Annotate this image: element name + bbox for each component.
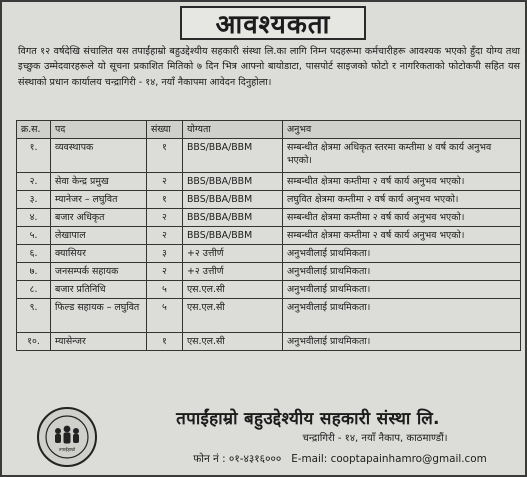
row-qualification: एस.एल.सी	[183, 299, 283, 333]
row-sn: ३.	[17, 191, 51, 209]
table-row	[17, 299, 521, 333]
header-qualification: योग्यता	[183, 121, 283, 139]
row-count: २	[147, 173, 183, 191]
header-post: पद	[51, 121, 147, 139]
row-experience: सम्बन्धीत क्षेत्रमा कम्तीमा २ वर्ष कार्य अनुभव भएको।	[283, 209, 521, 227]
phone-number: फोन नं : ०१-४३१६०००	[193, 453, 282, 465]
row-count: १	[147, 191, 183, 209]
header-experience: अनुभव	[283, 121, 521, 139]
row-qualification: BBS/BBA/BBM	[183, 227, 283, 245]
row-experience: अनुभवीलाई प्राथमिकता।	[283, 299, 521, 333]
row-count: २	[147, 227, 183, 245]
row-count: १	[147, 139, 183, 173]
row-experience: अनुभवीलाई प्राथमिकता।	[283, 333, 521, 351]
table-row	[17, 209, 521, 227]
row-qualification: +२ उत्तीर्ण	[183, 245, 283, 263]
row-post: सेवा केन्द्र प्रमुख	[51, 173, 147, 191]
row-post: जनसम्पर्क सहायक	[51, 263, 147, 281]
row-count: १	[147, 333, 183, 351]
table-row	[17, 227, 521, 245]
table-row	[17, 191, 521, 209]
row-count: ५	[147, 299, 183, 333]
row-experience: अनुभवीलाई प्राथमिकता।	[283, 245, 521, 263]
row-sn: ७.	[17, 263, 51, 281]
row-post: व्यवस्थापक	[51, 139, 147, 173]
row-qualification: BBS/BBA/BBM	[183, 191, 283, 209]
table-row	[17, 281, 521, 299]
row-qualification: BBS/BBA/BBM	[183, 139, 283, 173]
row-post: फिल्ड सहायक – लघुवित	[51, 299, 147, 333]
row-experience: सम्बन्धीत क्षेत्रमा कम्तीमा २ वर्ष कार्य अनुभव भएको।	[283, 173, 521, 191]
table-row	[17, 245, 521, 263]
table-row	[17, 139, 521, 173]
email-address[interactable]: E-mail: cooptapainhamro@gmail.com	[291, 453, 487, 465]
row-post: म्यासेन्जर	[51, 333, 147, 351]
row-count: २	[147, 209, 183, 227]
row-sn: २.	[17, 173, 51, 191]
vacancy-table	[16, 120, 521, 351]
notice-title: आवश्यकता	[180, 6, 366, 40]
row-sn: ४.	[17, 209, 51, 227]
row-qualification: BBS/BBA/BBM	[183, 209, 283, 227]
row-sn: ६.	[17, 245, 51, 263]
row-experience: सम्बन्धीत क्षेत्रमा अधिकृत स्तरमा कम्तीमा ४ वर्ष कार्य अनुभव भएको।	[283, 139, 521, 173]
table-row	[17, 333, 521, 351]
organization-address: चन्द्रागिरी - १४, नयाँ नैकाप, काठमाण्डौं।	[302, 433, 448, 444]
row-post: म्यानेजर – लघुवित	[51, 191, 147, 209]
row-count: ३	[147, 245, 183, 263]
row-count: २	[147, 263, 183, 281]
intro-paragraph: विगत १२ वर्षदेखि संचालित यस तपाईंहाम्रो बहुउद्देश्यीय सहकारी संस्था लि.का लागि निम्न पदहरूमा कर्मचारीहरू आवश्यक भएकाे हुँदा योग्य तथा इच्छुक उम्मेदवारहरूले यो सूचना प्रकाशित मितिको ७ दिन भित्र आफ्नाे बायोडाटा, पासपोर्ट साइजको फोटो र नागरिकताको फोटोकपी सहित यस संस्थाको प्रधान कार्यालय चन्द्रागिरी - १४, नयाँ नैकापमा आवेदन दिनुहोला।	[18, 46, 520, 88]
contact-line	[160, 452, 520, 466]
header-sn: क्र.स.	[17, 121, 51, 139]
row-count: ५	[147, 281, 183, 299]
row-sn: १०.	[17, 333, 51, 351]
row-experience: अनुभवीलाई प्राथमिकता।	[283, 281, 521, 299]
row-experience: अनुभवीलाई प्राथमिकता।	[283, 263, 521, 281]
header-count: संख्या	[147, 121, 183, 139]
cooperative-seal-icon	[36, 406, 98, 468]
row-sn: ९.	[17, 299, 51, 333]
row-experience: सम्बन्धीत क्षेत्रमा कम्तीमा २ वर्ष कार्य अनुभव भएको।	[283, 227, 521, 245]
row-qualification: एस.एल.सी	[183, 333, 283, 351]
row-sn: ५.	[17, 227, 51, 245]
row-experience: लघुवित क्षेत्रमा कम्तीमा २ वर्ष कार्य अनुभव भएको।	[283, 191, 521, 209]
row-qualification: BBS/BBA/BBM	[183, 173, 283, 191]
row-post: लेखापाल	[51, 227, 147, 245]
seal-text: तपाईंहाम्रो	[58, 448, 76, 453]
organization-name: तपाईंहाम्रो बहुउद्देश्यीय सहकारी संस्था लि.	[176, 409, 440, 429]
row-qualification: +२ उत्तीर्ण	[183, 263, 283, 281]
row-post: बजार अधिकृत	[51, 209, 147, 227]
row-post: बजार प्रतिनिधि	[51, 281, 147, 299]
row-sn: १.	[17, 139, 51, 173]
row-post: क्यासियर	[51, 245, 147, 263]
table-header-row	[17, 121, 521, 139]
table-row	[17, 173, 521, 191]
row-sn: ८.	[17, 281, 51, 299]
table-row	[17, 263, 521, 281]
row-qualification: एस.एल.सी	[183, 281, 283, 299]
